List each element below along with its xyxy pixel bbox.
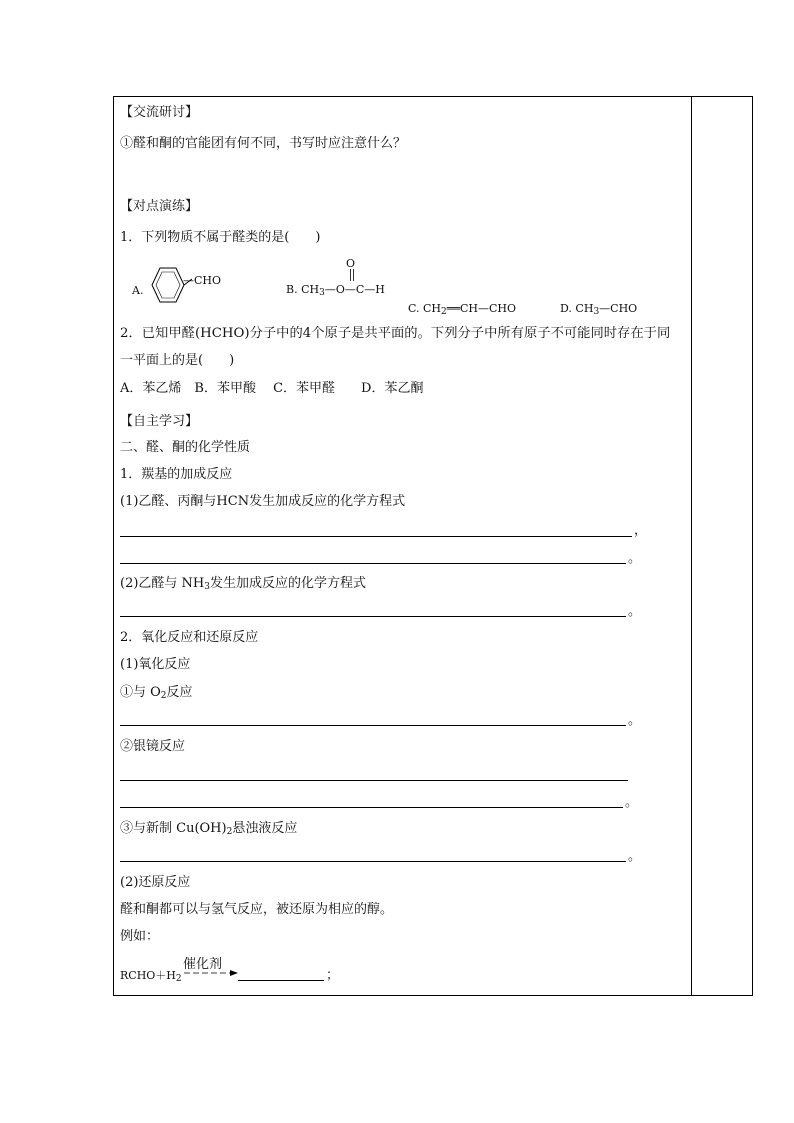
option-c-label: C. CH: [408, 302, 442, 315]
equation-semicolon: ；: [326, 968, 340, 983]
self-study-heading: 【自主学习】: [120, 414, 199, 429]
practice-q2-line1: 2．已知甲醛(HCHO)分子中的4个原子是共平面的。下列分子中所有原子不可能同时存在于同: [120, 326, 671, 341]
answer-line: [120, 807, 623, 808]
answer-line: [120, 536, 632, 537]
oxidation-cu-oh2: ③与新制 $Cu(OH)_2$悬浊液反应: [120, 821, 298, 837]
option-b-label: B. CH: [286, 283, 320, 296]
addition-item-2: (2)乙醛与 $NH_3$发生加成反应的化学方程式: [120, 576, 367, 592]
option-d-label: D. CH: [560, 302, 594, 315]
double-bond-icon: [349, 269, 355, 281]
reaction-arrow-icon: [184, 969, 238, 977]
catalyst-label: 催化剂: [183, 957, 223, 972]
reduction-text: 醛和酮都可以与氢气反应，被还原为相应的醇。: [120, 902, 394, 917]
answer-line: [120, 563, 626, 564]
column-divider: [691, 97, 692, 995]
answer-line: [238, 980, 324, 981]
addition-heading: 1．羰基的加成反应: [120, 467, 233, 482]
practice-q2-line2: 一平面上的是( ): [120, 353, 235, 368]
line-period: 。: [628, 713, 642, 728]
option-a-group: CHO: [194, 274, 222, 287]
discuss-question: ①醛和酮的官能团有何不同，书写时应注意什么？: [120, 136, 407, 151]
discuss-heading: 【交流研讨】: [120, 105, 199, 120]
addition-item-1: (1)乙醛、丙酮与HCN发生加成反应的化学方程式: [120, 494, 406, 509]
answer-line: [120, 616, 626, 617]
answer-line: [120, 725, 626, 726]
oxidation-o2: ①与 $O_2$反应: [120, 685, 193, 701]
option-a-label: A.: [132, 284, 144, 297]
answer-line: [120, 780, 628, 781]
line-comma: ，: [634, 523, 648, 538]
line-period: 。: [628, 849, 642, 864]
option-b-rest: —O—C—H: [324, 283, 385, 296]
oxidation-silver-mirror: ②银镜反应: [120, 739, 186, 754]
line-period: 。: [625, 795, 639, 810]
redox-heading: 2．氧化反应和还原反应: [120, 630, 259, 645]
answer-line: [120, 861, 626, 862]
line-period: 。: [628, 604, 642, 619]
practice-q2-options: A．苯乙烯 B．苯甲酸 C．苯甲醛 D．苯乙酮: [120, 381, 424, 396]
option-b-oxygen: O: [346, 257, 356, 270]
practice-heading: 【对点演练】: [120, 199, 199, 214]
line-period: 。: [628, 551, 642, 566]
option-d-rest: —CHO: [599, 302, 638, 315]
equation-left: RCHO＋H: [120, 969, 176, 982]
option-c-rest: ══CH—CHO: [446, 302, 517, 315]
example-label: 例如：: [120, 929, 160, 944]
reduction-heading: (2)还原反应: [120, 875, 191, 890]
worksheet-frame: 【交流研讨】 ①醛和酮的官能团有何不同，书写时应注意什么？ 【对点演练】 1．下列物质不属于醛类的是( ) A. —CHO O B. $CH_3—O—C—H$ C. $CH_2══CH—CHO$ D. $CH_3—CHO$ 2．已知甲醛(HCHO)分子中的4个原子是共平面的。下列分子中所有原子不可能同时存在于同 一平面上的是( ) A．苯乙烯 B．苯甲酸 C．苯甲醛 D．苯乙酮 【自主学习】 二、醛、酮的化学性质 1．羰基的加成反应 (1)乙醛、丙酮与HCN发生加成反应的化学方程式 ， 。 (2)乙醛与 $NH_3$发生加成反应的化学方程式 。 2．氧化反应和还原反应 (1)氧化反应 ①与 $O_2$反应 。 ②银镜反应 。 ③与新制 $Cu(OH)_2$悬浊液反应 。 (2)还原反应 醛和酮都可以与氢气反应，被还原为相应的醇。 例如： $RCHO+H_2$ 催化剂 ；: [113, 96, 753, 996]
practice-q1: 1．下列物质不属于醛类的是( ): [120, 230, 321, 245]
oxidation-heading: (1)氧化反应: [120, 657, 191, 672]
self-study-title: 二、醛、酮的化学性质: [120, 440, 251, 455]
